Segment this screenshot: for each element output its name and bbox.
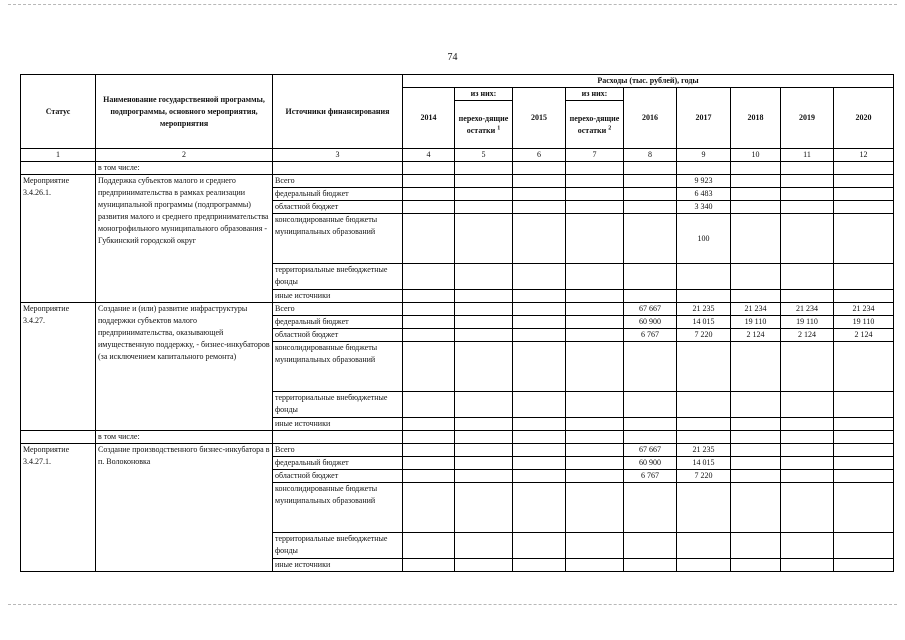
source-label: областной бюджет (273, 329, 403, 342)
including-label: в том числе: (96, 431, 273, 444)
amount-cell (455, 329, 513, 342)
source-label: территориальные внебюджетные фонды (273, 533, 403, 559)
amount-cell: 19 110 (731, 316, 781, 329)
amount-cell (781, 175, 834, 188)
event-name: Поддержка субъектов малого и среднего предпринимательства в рамках реализации муниципальной программы (подпрограммы) развития малого и среднего предпринимательства моногрофильного муниципального образования - Губкинский городской округ (96, 175, 273, 303)
amount-cell (834, 559, 894, 572)
amount-cell (513, 188, 566, 201)
source-label: Всего (273, 175, 403, 188)
column-number: 2 (96, 149, 273, 162)
empty-cell (513, 431, 566, 444)
header-year-2015: 2015 (513, 88, 566, 149)
amount-cell (624, 264, 677, 290)
amount-cell (403, 175, 455, 188)
amount-cell (677, 264, 731, 290)
amount-cell (624, 214, 677, 264)
amount-cell: 67 667 (624, 444, 677, 457)
footnote-1: 1 (497, 124, 501, 131)
amount-cell (513, 329, 566, 342)
amount-cell (455, 290, 513, 303)
amount-cell: 6 767 (624, 329, 677, 342)
amount-cell (731, 392, 781, 418)
column-number: 7 (566, 149, 624, 162)
source-row-total (21, 303, 894, 316)
source-label: иные источники (273, 418, 403, 431)
amount-cell (513, 201, 566, 214)
amount-cell (403, 201, 455, 214)
amount-cell (834, 470, 894, 483)
amount-cell (624, 483, 677, 533)
amount-cell (403, 457, 455, 470)
amount-cell (834, 290, 894, 303)
amount-cell (834, 444, 894, 457)
amount-cell (781, 264, 834, 290)
amount-cell (513, 483, 566, 533)
amount-cell: 6 483 (677, 188, 731, 201)
amount-cell (403, 559, 455, 572)
amount-cell (513, 214, 566, 264)
empty-cell (403, 431, 455, 444)
amount-cell (566, 329, 624, 342)
amount-cell (731, 418, 781, 431)
amount-cell (834, 483, 894, 533)
amount-cell: 60 900 (624, 316, 677, 329)
empty-cell (403, 162, 455, 175)
column-number: 4 (403, 149, 455, 162)
amount-cell (731, 559, 781, 572)
amount-cell (781, 533, 834, 559)
amount-cell (781, 214, 834, 264)
amount-cell (624, 418, 677, 431)
amount-cell (624, 188, 677, 201)
amount-cell (781, 559, 834, 572)
amount-cell (566, 470, 624, 483)
amount-cell (513, 175, 566, 188)
header-year-2014: 2014 (403, 88, 455, 149)
source-label: федеральный бюджет (273, 457, 403, 470)
amount-cell (834, 457, 894, 470)
amount-cell (731, 175, 781, 188)
amount-cell: 19 110 (834, 316, 894, 329)
amount-cell (731, 290, 781, 303)
amount-cell (624, 342, 677, 392)
amount-cell (455, 188, 513, 201)
amount-cell (403, 444, 455, 457)
amount-cell (566, 457, 624, 470)
amount-cell (677, 342, 731, 392)
source-label: Всего (273, 444, 403, 457)
amount-cell (834, 533, 894, 559)
amount-cell (403, 188, 455, 201)
amount-cell (455, 418, 513, 431)
amount-cell (781, 188, 834, 201)
source-label: Всего (273, 303, 403, 316)
amount-cell (566, 175, 624, 188)
amount-cell (781, 470, 834, 483)
amount-cell (731, 483, 781, 533)
event-status: Мероприятие 3.4.27. (21, 303, 96, 431)
amount-cell (677, 483, 731, 533)
header-year-2019: 2019 (781, 88, 834, 149)
amount-cell (834, 188, 894, 201)
carryover-2-label: перехо-дящие остатки (569, 113, 620, 135)
empty-cell (731, 431, 781, 444)
amount-cell: 21 234 (781, 303, 834, 316)
source-label: федеральный бюджет (273, 188, 403, 201)
including-status-cell (21, 162, 96, 175)
amount-cell: 2 124 (781, 329, 834, 342)
header-sources: Источники финансирования (273, 75, 403, 149)
event-status: Мероприятие 3.4.27.1. (21, 444, 96, 572)
amount-cell (566, 342, 624, 392)
amount-cell (566, 264, 624, 290)
amount-cell (834, 201, 894, 214)
scan-artifact-bottom (8, 604, 897, 605)
amount-cell (731, 342, 781, 392)
amount-cell (731, 214, 781, 264)
amount-cell (677, 392, 731, 418)
amount-cell (566, 559, 624, 572)
amount-cell (781, 483, 834, 533)
amount-cell (677, 533, 731, 559)
amount-cell (513, 342, 566, 392)
amount-cell (566, 483, 624, 533)
column-number-row (21, 149, 894, 162)
amount-cell (455, 457, 513, 470)
amount-cell (731, 201, 781, 214)
empty-cell (273, 162, 403, 175)
amount-cell (566, 418, 624, 431)
amount-cell (781, 342, 834, 392)
amount-cell (566, 214, 624, 264)
amount-cell (403, 290, 455, 303)
column-number: 12 (834, 149, 894, 162)
header-name: Наименование государственной программы, подпрограммы, основного мероприятия, мероприятия (96, 75, 273, 149)
amount-cell: 21 234 (731, 303, 781, 316)
amount-cell (624, 290, 677, 303)
column-number: 10 (731, 149, 781, 162)
amount-cell (513, 470, 566, 483)
amount-cell (513, 264, 566, 290)
amount-cell: 21 235 (677, 444, 731, 457)
column-number: 3 (273, 149, 403, 162)
amount-cell (624, 533, 677, 559)
amount-cell (513, 533, 566, 559)
empty-cell (781, 431, 834, 444)
amount-cell (513, 444, 566, 457)
amount-cell (677, 418, 731, 431)
amount-cell (455, 483, 513, 533)
footnote-2: 2 (608, 124, 612, 131)
amount-cell (403, 342, 455, 392)
amount-cell (513, 290, 566, 303)
empty-cell (624, 162, 677, 175)
amount-cell (834, 264, 894, 290)
header-carryover-1 (455, 101, 513, 149)
amount-cell (455, 303, 513, 316)
header-year-2020: 2020 (834, 88, 894, 149)
amount-cell (781, 418, 834, 431)
amount-cell (834, 342, 894, 392)
amount-cell (624, 201, 677, 214)
header-status: Статус (21, 75, 96, 149)
amount-cell: 9 923 (677, 175, 731, 188)
amount-cell: 2 124 (834, 329, 894, 342)
amount-cell: 3 340 (677, 201, 731, 214)
empty-cell (566, 431, 624, 444)
amount-cell (455, 264, 513, 290)
header-year-2017: 2017 (677, 88, 731, 149)
amount-cell (403, 533, 455, 559)
source-label: федеральный бюджет (273, 316, 403, 329)
amount-cell (455, 175, 513, 188)
column-number: 8 (624, 149, 677, 162)
empty-cell (513, 162, 566, 175)
amount-cell (834, 214, 894, 264)
column-number: 9 (677, 149, 731, 162)
amount-cell: 19 110 (781, 316, 834, 329)
amount-cell (455, 201, 513, 214)
amount-cell (624, 559, 677, 572)
amount-cell (403, 483, 455, 533)
amount-cell (403, 392, 455, 418)
amount-cell (566, 316, 624, 329)
amount-cell (403, 303, 455, 316)
amount-cell (403, 214, 455, 264)
amount-cell (566, 303, 624, 316)
amount-cell (403, 470, 455, 483)
empty-cell (455, 431, 513, 444)
amount-cell (455, 470, 513, 483)
amount-cell (781, 457, 834, 470)
amount-cell (455, 392, 513, 418)
source-row-total (21, 444, 894, 457)
column-number: 11 (781, 149, 834, 162)
amount-cell: 14 015 (677, 457, 731, 470)
amount-cell (834, 392, 894, 418)
amount-cell (566, 201, 624, 214)
empty-cell (566, 162, 624, 175)
amount-cell (731, 457, 781, 470)
amount-cell (677, 559, 731, 572)
source-label: консолидированные бюджеты муниципальных образований (273, 342, 403, 392)
amount-cell (566, 444, 624, 457)
source-label: иные источники (273, 559, 403, 572)
amount-cell: 67 667 (624, 303, 677, 316)
amount-cell (513, 559, 566, 572)
amount-cell (834, 175, 894, 188)
header-year-2018: 2018 (731, 88, 781, 149)
amount-cell (781, 290, 834, 303)
source-row-total (21, 175, 894, 188)
amount-cell (781, 201, 834, 214)
amount-cell (403, 264, 455, 290)
header-carryover-2 (566, 101, 624, 149)
amount-cell (455, 214, 513, 264)
including-status-cell (21, 431, 96, 444)
amount-cell (455, 316, 513, 329)
column-number: 5 (455, 149, 513, 162)
empty-cell (273, 431, 403, 444)
amount-cell (731, 188, 781, 201)
amount-cell (566, 188, 624, 201)
amount-cell (455, 533, 513, 559)
amount-cell (566, 392, 624, 418)
amount-cell (513, 418, 566, 431)
amount-cell (677, 290, 731, 303)
header-year-2016: 2016 (624, 88, 677, 149)
amount-cell: 21 235 (677, 303, 731, 316)
header-of-which-1: из них: (455, 88, 513, 101)
amount-cell: 60 900 (624, 457, 677, 470)
empty-cell (834, 431, 894, 444)
empty-cell (677, 431, 731, 444)
amount-cell: 2 124 (731, 329, 781, 342)
event-name: Создание производственного бизнес-инкубатора в п. Волоконовка (96, 444, 273, 572)
amount-cell (403, 329, 455, 342)
amount-cell: 7 220 (677, 329, 731, 342)
amount-cell (731, 470, 781, 483)
amount-cell (731, 533, 781, 559)
amount-cell (403, 418, 455, 431)
amount-cell (566, 533, 624, 559)
event-status: Мероприятие 3.4.26.1. (21, 175, 96, 303)
amount-cell: 7 220 (677, 470, 731, 483)
header-expenses: Расходы (тыс. рублей), годы (403, 75, 894, 88)
amount-cell (624, 175, 677, 188)
amount-cell (455, 342, 513, 392)
amount-cell (513, 316, 566, 329)
source-label: областной бюджет (273, 470, 403, 483)
source-label: территориальные внебюджетные фонды (273, 264, 403, 290)
carryover-1-label: перехо-дящие остатки (458, 113, 509, 135)
scan-artifact-top (8, 4, 897, 5)
budget-table (20, 74, 894, 572)
empty-cell (455, 162, 513, 175)
including-row (21, 431, 894, 444)
including-label: в том числе: (96, 162, 273, 175)
amount-cell (781, 392, 834, 418)
amount-cell (566, 290, 624, 303)
amount-cell (403, 316, 455, 329)
empty-cell (731, 162, 781, 175)
column-number: 6 (513, 149, 566, 162)
amount-cell (513, 392, 566, 418)
event-name: Создание и (или) развитие инфраструктуры поддержки субъектов малого предпринимательства, оказывающей имущественную поддержку, - бизнес-инкубаторов (за исключением капитального ремонта) (96, 303, 273, 431)
empty-cell (624, 431, 677, 444)
source-label: консолидированные бюджеты муниципальных образований (273, 214, 403, 264)
source-label: областной бюджет (273, 201, 403, 214)
amount-cell (624, 392, 677, 418)
source-label: территориальные внебюджетные фонды (273, 392, 403, 418)
amount-cell (513, 457, 566, 470)
amount-cell: 14 015 (677, 316, 731, 329)
amount-cell (731, 264, 781, 290)
amount-cell (455, 559, 513, 572)
amount-cell: 6 767 (624, 470, 677, 483)
source-label: консолидированные бюджеты муниципальных образований (273, 483, 403, 533)
empty-cell (677, 162, 731, 175)
amount-cell (513, 303, 566, 316)
including-row (21, 162, 894, 175)
amount-cell: 21 234 (834, 303, 894, 316)
amount-cell (781, 444, 834, 457)
header-of-which-2: из них: (566, 88, 624, 101)
source-label: иные источники (273, 290, 403, 303)
column-number: 1 (21, 149, 96, 162)
amount-cell (834, 418, 894, 431)
amount-cell (455, 444, 513, 457)
amount-cell (731, 444, 781, 457)
amount-cell: 100 (677, 214, 731, 264)
page-number: 74 (447, 52, 458, 63)
empty-cell (781, 162, 834, 175)
empty-cell (834, 162, 894, 175)
